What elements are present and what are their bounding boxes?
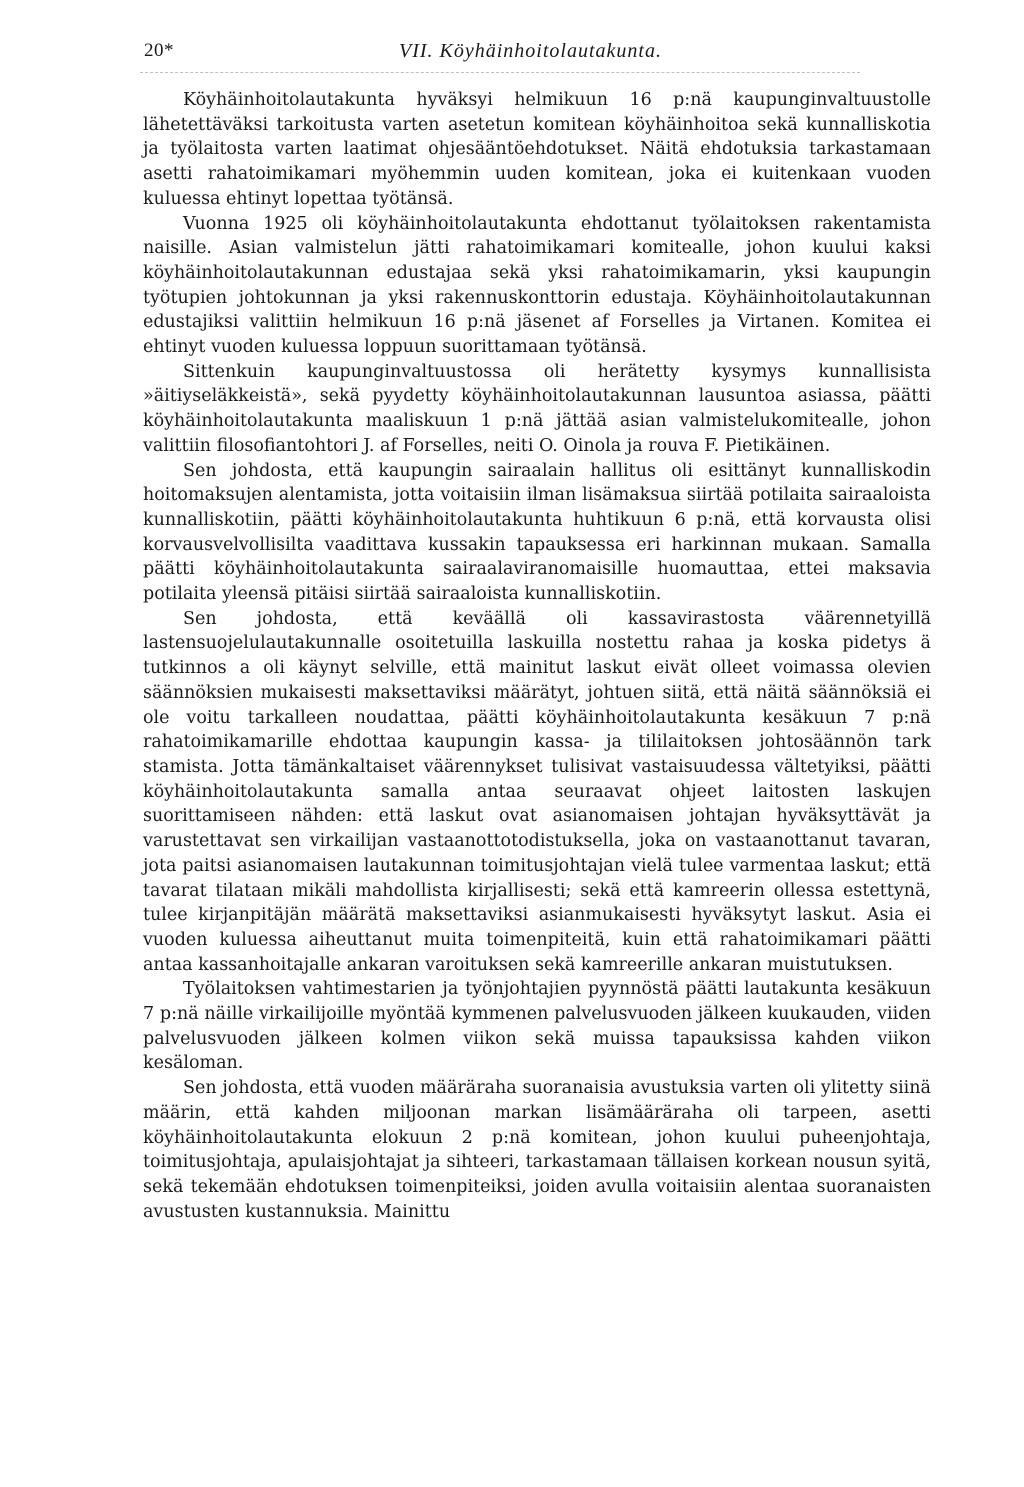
body-text (143, 88, 931, 1224)
paragraph-forged-invoices: Sen johdosta, että keväällä oli kassavirastosta väärennetyillä lastensuojelulautakunnalle osoitetuilla laskuilla nostettu rahaa ja koska pidetys ä tutkinnos a oli käynyt selville, että mainitut laskut eivät olleet voimassa olevien säännöksien mukaisesti maksettaviksi määrätyt, johtuen siitä, että näitä säännöksiä ei ole voitu tarkalleen noudattaa, päätti köyhäinhoitolautakunta kesäkuun 7 p:nä rahatoimikamarille ehdottaa kaupungin kassa- ja tililaitoksen johtosäännön tark stamista. Jotta tämänkaltaiset väärennykset tulisivat vastaisuudessa vältetyiksi, päätti köyhäinhoitolautakunta samalla antaa seuraavat ohjeet laitosten laskujen suorittamiseen nähden: että laskut ovat asianomaisen johtajan hyväksyttävät ja varustettavat sen virkailijan vastaanottotodistuksella, joka on vastaanottanut tavaran, jota paitsi asianomaisen lautakunnan toimitusjohtajan vielä tulee varmentaa laskut; että tavarat tilataan mikäli mahdollista kirjallisesti; sekä että kamreerin ollessa estettynä, tulee kirjanpitäjän määrätä maksettaviksi asianmukaisesti hyväksytyt laskut. Asia ei vuoden kuluessa aiheuttanut muita toimenpiteitä, kuin että rahatoimikamari päätti antaa kassanhoitajalle ankaran varoituksen sekä kamreerille ankaran muistutuksen. (143, 608, 931, 975)
paragraph-maternity-pensions: Sittenkuin kaupunginvaltuustossa oli herätetty kysymys kunnallisista »äitiyseläkkeistä», sekä pyydetty köyhäinhoitolautakunnan lausuntoa asiassa, päätti köyhäinhoitolautakunta maaliskuun 1 p:nä jättää asian valmistelukomitealle, johon valittiin filosofiantohtori J. af Forselles, neiti O. Oinola ja rouva F. Pietikäinen. (143, 361, 931, 456)
paragraph-work-regulations: Köyhäinhoitolautakunta hyväksyi helmikuun 16 p:nä kaupunginvaltuustolle lähetettäväksi tarkoitusta varten asetetun komitean köyhäinhoitoa sekä kunnalliskotia ja työlaitosta varten laatimat ohjesääntöehdotukset. Näitä ehdotuksia tarkastamaan asetti rahatoimikamari myöhemmin uuden komitean, joka ei kuitenkaan vuoden kuluessa ehtinyt lopettaa työtänsä. (143, 90, 931, 209)
page-number: 20* (144, 40, 174, 61)
paragraph-summer-leave: Työlaitoksen vahtimestarien ja työnjohtajien pyynnöstä päätti lautakunta kesäkuun 7 p:nä näille virkailijoille myöntää kymmenen palvelusvuoden jälkeen kuukauden, viiden palvelusvuoden jälkeen kolmen viikon sekä muissa tapauksissa kahden viikon kesäloman. (143, 979, 931, 1074)
header-rule (140, 72, 860, 73)
paragraph-care-fees: Sen johdosta, että kaupungin sairaalain hallitus oli esittänyt kunnalliskodin hoitomaksujen alentamista, jotta voitaisiin ilman lisämaksua siirtää potilaita sairaaloista kunnalliskotiin, päätti köyhäinhoitolautakunta huhtikuun 6 p:nä, että korvausta olisi korvausvelvollisilta vaadittava kussakin tapauksessa eri harkinnan mukaan. Samalla päätti köyhäinhoitolautakunta sairaalaviranomaisille huomauttaa, ettei maksavia potilaita yleensä pitäisi siirtää sairaaloista kunnalliskotiin. (143, 460, 931, 605)
paragraph-workhouse-for-women: Vuonna 1925 oli köyhäinhoitolautakunta ehdottanut työlaitoksen rakentamista naisille. Asian valmistelun jätti rahatoimikamari komitealle, johon kuului kaksi köyhäinhoitolautakunnan edustajaa sekä yksi rahatoimikamarin, yksi kaupungin työtupien johtokunnan ja yksi rakennuskonttorin edustaja. Köyhäinhoitolautakunnan edustajiksi valittiin helmikuun 16 p:nä jäsenet af Forselles ja Virtanen. Komitea ei ehtinyt vuoden kuluessa loppuun suorittamaan työtänsä. (143, 213, 931, 358)
section-title: VII. Köyhäinhoitolautakunta. (399, 40, 662, 62)
paragraph-direct-assistance: Sen johdosta, että vuoden määräraha suoranaisia avustuksia varten oli ylitetty siinä määrin, että kahden miljoonan markan lisämääräraha oli tarpeen, asetti köyhäinhoitolautakunta elokuun 2 p:nä komitean, johon kuului puheenjohtaja, toimitusjohtaja, apulaisjohtajat ja sihteeri, tarkastamaan tällaisen korkean nousun syitä, sekä tekemään ehdotuksen toimenpiteiksi, joiden avulla voitaisiin alentaa suoranaisten avustusten kustannuksia. Mainittu (143, 1078, 931, 1222)
running-head (144, 40, 934, 70)
